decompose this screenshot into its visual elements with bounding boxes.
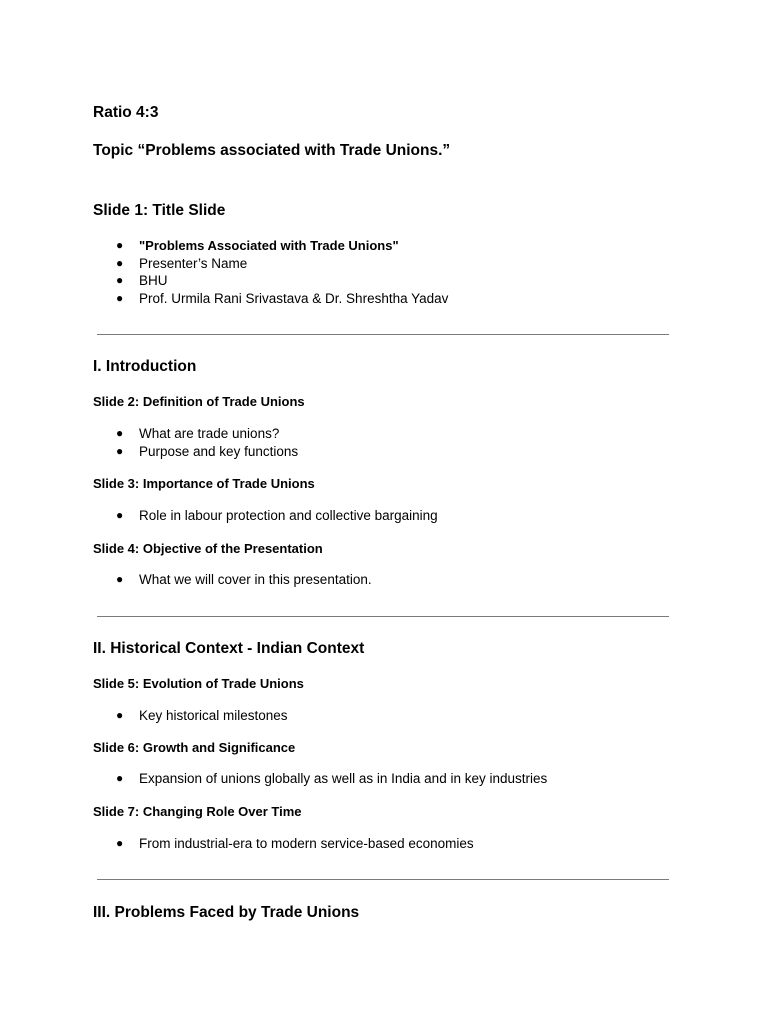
list-item: ● Purpose and key functions bbox=[116, 443, 299, 459]
section-2-heading: II. Historical Context - Indian Context bbox=[93, 640, 365, 657]
slide-6-bullet-list bbox=[0, 770, 547, 788]
bullet-icon: ● bbox=[116, 290, 124, 305]
list-item: ● Prof. Urmila Rani Srivastava & Dr. Shreshtha Yadav bbox=[116, 290, 449, 306]
list-item: ● BHU bbox=[116, 273, 168, 288]
list-item: ● From industrial-era to modern service-based economies bbox=[116, 836, 474, 851]
horizontal-divider bbox=[97, 334, 669, 335]
horizontal-divider bbox=[97, 616, 669, 617]
bullet-icon: ● bbox=[116, 426, 124, 440]
slide-6-heading: Slide 6: Growth and Significance bbox=[93, 740, 296, 755]
bullet-icon: ● bbox=[116, 273, 124, 287]
list-item: ● Presenter’s Name bbox=[116, 255, 248, 271]
list-item: ● Expansion of unions globally as well as in India and in key industries bbox=[116, 771, 548, 786]
slide-3-bullet-list bbox=[0, 507, 438, 525]
slide-2-bullet-list bbox=[0, 425, 298, 460]
slide-7-bullet-list bbox=[0, 835, 474, 853]
slide-4-heading: Slide 4: Objective of the Presentation bbox=[93, 541, 323, 556]
horizontal-divider bbox=[97, 879, 669, 880]
bullet-icon: ● bbox=[116, 771, 124, 785]
slide-7-heading: Slide 7: Changing Role Over Time bbox=[93, 804, 302, 819]
bullet-icon: ● bbox=[116, 443, 124, 458]
bullet-icon: ● bbox=[116, 572, 124, 586]
list-item: ● "Problems Associated with Trade Unions" bbox=[116, 238, 399, 253]
slide-1-bullet-list bbox=[0, 237, 448, 307]
topic-heading: Topic “Problems associated with Trade Unions.” bbox=[93, 142, 451, 159]
bullet-icon: ● bbox=[116, 238, 124, 252]
bullet-icon: ● bbox=[116, 708, 124, 722]
bullet-icon: ● bbox=[116, 255, 124, 270]
list-item: ● What are trade unions? bbox=[116, 426, 280, 441]
list-item: ● What we will cover in this presentation. bbox=[116, 572, 372, 587]
slide-4-bullet-list bbox=[0, 571, 372, 589]
bullet-icon: ● bbox=[116, 836, 124, 850]
section-1-heading: I. Introduction bbox=[93, 358, 197, 375]
section-3-heading: III. Problems Faced by Trade Unions bbox=[93, 904, 360, 921]
ratio-heading: Ratio 4:3 bbox=[93, 104, 159, 121]
list-item: ● Key historical milestones bbox=[116, 708, 288, 723]
slide-3-heading: Slide 3: Importance of Trade Unions bbox=[93, 476, 315, 491]
slide-5-heading: Slide 5: Evolution of Trade Unions bbox=[93, 676, 304, 691]
slide-5-bullet-list bbox=[0, 707, 288, 725]
slide-2-heading: Slide 2: Definition of Trade Unions bbox=[93, 394, 305, 409]
bullet-icon: ● bbox=[116, 508, 124, 522]
list-item: ● Role in labour protection and collective bargaining bbox=[116, 508, 438, 523]
slide-1-heading: Slide 1: Title Slide bbox=[93, 202, 226, 219]
